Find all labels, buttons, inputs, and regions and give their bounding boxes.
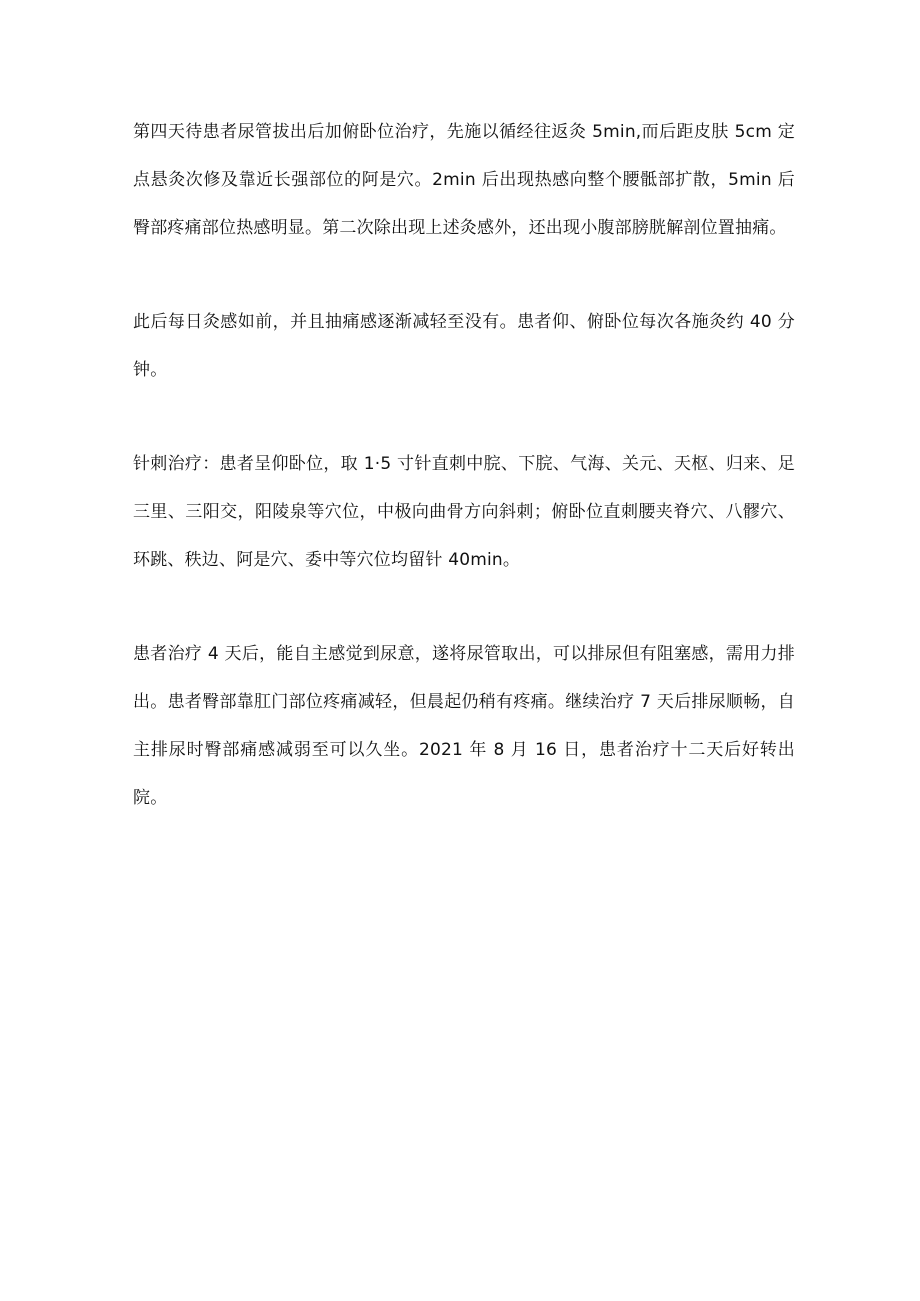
paragraph-treatment-outcome: 患者治疗 4 天后，能自主感觉到尿意，遂将尿管取出，可以排尿但有阻塞感，需用力排出。患者臀部靠肛门部位疼痛减轻，但晨起仍稍有疼痛。继续治疗 7 天后排尿顺畅，自主排尿时臀部痛感减弱至可以久坐。2021 年 8 月 16 日，患者治疗十二天后好转出院。 [133, 644, 795, 808]
document-page [133, 108, 795, 822]
paragraph-daily-moxibustion: 此后每日灸感如前，并且抽痛感逐渐减轻至没有。患者仰、俯卧位每次各施灸约 40 分钟。 [133, 312, 795, 380]
paragraph-acupuncture-treatment: 针刺治疗：患者呈仰卧位，取 1·5 寸针直刺中脘、下脘、气海、关元、天枢、归来、足三里、三阳交，阳陵泉等穴位，中极向曲骨方向斜刺；俯卧位直刺腰夹脊穴、八髎穴、环跳、秩边、阿是穴、委中等穴位均留针 40min。 [133, 454, 795, 570]
paragraph-moxibustion-day-four: 第四天待患者尿管拔出后加俯卧位治疗，先施以循经往返灸 5min,而后距皮肤 5cm 定点悬灸次修及靠近长强部位的阿是穴。2min 后出现热感向整个腰骶部扩散，5min 后臀部疼痛部位热感明显。第二次除出现上述灸感外，还出现小腹部膀胱解剖位置抽痛。 [133, 122, 795, 238]
